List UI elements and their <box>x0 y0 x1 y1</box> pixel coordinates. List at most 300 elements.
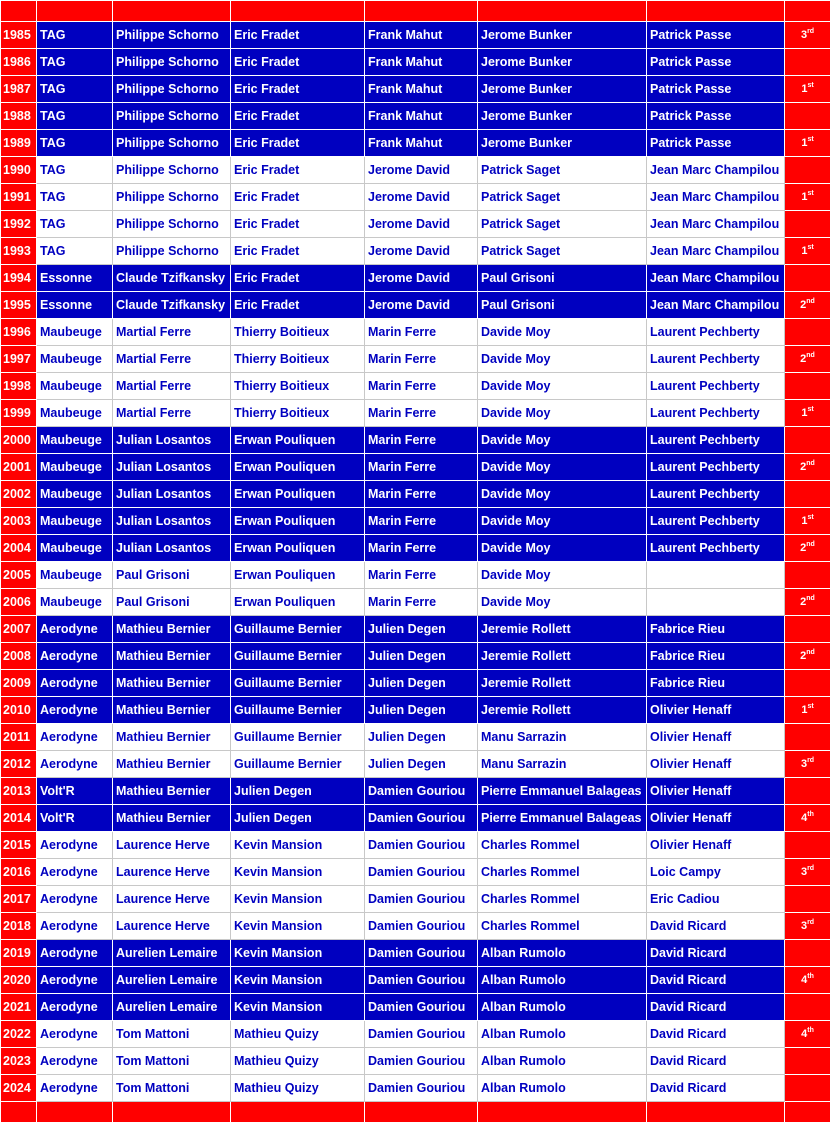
member-cell: Julian Losantos <box>113 508 231 535</box>
team-cell: Aerodyne <box>37 1075 113 1102</box>
team-cell: Aerodyne <box>37 967 113 994</box>
member-cell: Davide Moy <box>478 508 647 535</box>
member-cell: Olivier Henaff <box>647 805 785 832</box>
result-suffix: th <box>807 811 814 818</box>
member-cell: Laurent Pechberty <box>647 346 785 373</box>
team-cell: Aerodyne <box>37 886 113 913</box>
team-cell: Maubeuge <box>37 319 113 346</box>
result-cell <box>785 967 830 994</box>
member-cell: Laurent Pechberty <box>647 508 785 535</box>
result-rank: 2 <box>800 650 807 662</box>
member-cell: Jeremie Rollett <box>478 616 647 643</box>
result-cell <box>785 265 830 292</box>
member-cell: Davide Moy <box>478 589 647 616</box>
team-cell: TAG <box>37 49 113 76</box>
result-rank: 3 <box>800 920 808 932</box>
result-cell <box>785 724 830 751</box>
table-row <box>1 292 830 319</box>
member-cell: Laurent Pechberty <box>647 427 785 454</box>
member-cell: Jerome Bunker <box>478 103 647 130</box>
footer-red-band <box>1 1102 830 1123</box>
year-cell: 1999 <box>1 400 37 427</box>
member-cell: Mathieu Bernier <box>113 643 231 670</box>
year-cell: 2010 <box>1 697 37 724</box>
table-row <box>1 886 830 913</box>
member-cell: Eric Cadiou <box>647 886 785 913</box>
member-cell: Marin Ferre <box>365 481 478 508</box>
year-cell: 2005 <box>1 562 37 589</box>
table-row <box>1 697 830 724</box>
team-cell: Volt'R <box>37 778 113 805</box>
year-cell: 2023 <box>1 1048 37 1075</box>
member-cell: Alban Rumolo <box>478 940 647 967</box>
member-cell: Eric Fradet <box>231 265 365 292</box>
member-cell: David Ricard <box>647 940 785 967</box>
team-cell: Essonne <box>37 292 113 319</box>
member-cell: Martial Ferre <box>113 373 231 400</box>
member-cell: Philippe Schorno <box>113 76 231 103</box>
table-row <box>1 76 830 103</box>
member-cell: Damien Gouriou <box>365 1048 478 1075</box>
member-cell: Alban Rumolo <box>478 967 647 994</box>
member-cell: Laurence Herve <box>113 859 231 886</box>
year-cell: 1997 <box>1 346 37 373</box>
year-cell: 1996 <box>1 319 37 346</box>
result-rank: 1 <box>801 704 808 716</box>
member-cell: Tom Mattoni <box>113 1075 231 1102</box>
member-cell: Davide Moy <box>478 346 647 373</box>
member-cell: Martial Ferre <box>113 346 231 373</box>
result-rank: 1 <box>801 83 808 95</box>
team-cell: TAG <box>37 103 113 130</box>
year-cell: 2018 <box>1 913 37 940</box>
result-cell <box>785 913 830 940</box>
result-cell <box>785 1048 830 1075</box>
member-cell: Davide Moy <box>478 400 647 427</box>
result-suffix: th <box>807 1027 814 1034</box>
team-cell: Aerodyne <box>37 994 113 1021</box>
member-cell: Guillaume Bernier <box>231 697 365 724</box>
result-suffix: nd <box>806 298 815 305</box>
member-cell: Patrick Passe <box>647 103 785 130</box>
member-cell: Damien Gouriou <box>365 832 478 859</box>
table-row <box>1 967 830 994</box>
roster-body <box>1 1 830 1123</box>
member-cell: Julian Losantos <box>113 481 231 508</box>
member-cell: Laurent Pechberty <box>647 373 785 400</box>
team-cell: Maubeuge <box>37 589 113 616</box>
member-cell: Claude Tzifkansky <box>113 265 231 292</box>
result-suffix: nd <box>806 460 815 467</box>
year-cell: 2011 <box>1 724 37 751</box>
red-cell <box>113 1 231 22</box>
red-cell <box>231 1102 365 1123</box>
member-cell: Guillaume Bernier <box>231 616 365 643</box>
team-cell: Maubeuge <box>37 562 113 589</box>
member-cell: Aurelien Lemaire <box>113 967 231 994</box>
member-cell: Claude Tzifkansky <box>113 292 231 319</box>
member-cell: Jean Marc Champilou <box>647 184 785 211</box>
header-red-band <box>1 1 830 22</box>
member-cell: Damien Gouriou <box>365 913 478 940</box>
member-cell: Kevin Mansion <box>231 967 365 994</box>
result-rank: 2 <box>800 299 807 311</box>
result-suffix: nd <box>806 649 815 656</box>
member-cell: Philippe Schorno <box>113 49 231 76</box>
member-cell: Erwan Pouliquen <box>231 589 365 616</box>
result-rank: 1 <box>801 137 808 149</box>
member-cell: David Ricard <box>647 913 785 940</box>
member-cell: Olivier Henaff <box>647 751 785 778</box>
table-row <box>1 427 830 454</box>
member-cell: Fabrice Rieu <box>647 670 785 697</box>
table-row <box>1 400 830 427</box>
result-rank: 1 <box>801 245 808 257</box>
member-cell: Davide Moy <box>478 562 647 589</box>
year-cell: 1989 <box>1 130 37 157</box>
year-cell: 2024 <box>1 1075 37 1102</box>
red-cell <box>231 1 365 22</box>
result-cell <box>785 589 830 616</box>
year-cell: 2012 <box>1 751 37 778</box>
member-cell: Erwan Pouliquen <box>231 427 365 454</box>
team-cell: Maubeuge <box>37 346 113 373</box>
result-suffix: rd <box>807 865 815 872</box>
member-cell <box>647 562 785 589</box>
result-cell <box>785 76 830 103</box>
member-cell: Laurent Pechberty <box>647 481 785 508</box>
member-cell: Eric Fradet <box>231 157 365 184</box>
result-rank: 2 <box>800 353 807 365</box>
member-cell: Julien Degen <box>365 643 478 670</box>
team-cell: Maubeuge <box>37 427 113 454</box>
result-cell <box>785 184 830 211</box>
red-cell <box>785 1102 830 1123</box>
member-cell: Frank Mahut <box>365 103 478 130</box>
member-cell: Olivier Henaff <box>647 697 785 724</box>
member-cell: Guillaume Bernier <box>231 724 365 751</box>
member-cell: Charles Rommel <box>478 886 647 913</box>
member-cell: Jerome Bunker <box>478 22 647 49</box>
year-cell: 1993 <box>1 238 37 265</box>
table-row <box>1 454 830 481</box>
member-cell: Jerome David <box>365 238 478 265</box>
result-rank: 3 <box>800 866 808 878</box>
team-cell: TAG <box>37 184 113 211</box>
team-cell: Maubeuge <box>37 454 113 481</box>
member-cell: Damien Gouriou <box>365 859 478 886</box>
member-cell: Jean Marc Champilou <box>647 157 785 184</box>
table-row <box>1 1021 830 1048</box>
member-cell: Frank Mahut <box>365 22 478 49</box>
member-cell: Julian Losantos <box>113 454 231 481</box>
member-cell: Marin Ferre <box>365 535 478 562</box>
result-suffix: st <box>807 190 814 197</box>
member-cell: Laurent Pechberty <box>647 454 785 481</box>
table-row <box>1 1048 830 1075</box>
table-row <box>1 832 830 859</box>
table-row <box>1 22 830 49</box>
member-cell: Charles Rommel <box>478 859 647 886</box>
member-cell: Julian Losantos <box>113 535 231 562</box>
table-row <box>1 346 830 373</box>
member-cell: Mathieu Bernier <box>113 697 231 724</box>
member-cell: Philippe Schorno <box>113 22 231 49</box>
member-cell: Mathieu Bernier <box>113 616 231 643</box>
year-cell: 2001 <box>1 454 37 481</box>
team-cell: Aerodyne <box>37 616 113 643</box>
year-cell: 2007 <box>1 616 37 643</box>
year-cell: 2000 <box>1 427 37 454</box>
result-cell <box>785 886 830 913</box>
member-cell: Laurent Pechberty <box>647 400 785 427</box>
member-cell: Philippe Schorno <box>113 238 231 265</box>
result-rank: 4 <box>801 812 808 824</box>
table-row <box>1 913 830 940</box>
member-cell: Guillaume Bernier <box>231 643 365 670</box>
year-cell: 1991 <box>1 184 37 211</box>
team-cell: Maubeuge <box>37 481 113 508</box>
member-cell: Julien Degen <box>365 751 478 778</box>
result-cell <box>785 130 830 157</box>
year-cell: 1994 <box>1 265 37 292</box>
member-cell: Jeremie Rollett <box>478 697 647 724</box>
member-cell: Laurent Pechberty <box>647 535 785 562</box>
member-cell: Jerome David <box>365 211 478 238</box>
member-cell: Erwan Pouliquen <box>231 481 365 508</box>
red-cell <box>1 1 37 22</box>
member-cell: Marin Ferre <box>365 508 478 535</box>
result-cell <box>785 319 830 346</box>
team-cell: TAG <box>37 130 113 157</box>
member-cell: Thierry Boitieux <box>231 319 365 346</box>
result-cell <box>785 697 830 724</box>
member-cell: Damien Gouriou <box>365 967 478 994</box>
team-cell: TAG <box>37 157 113 184</box>
member-cell: Mathieu Bernier <box>113 724 231 751</box>
member-cell: David Ricard <box>647 1021 785 1048</box>
member-cell: Tom Mattoni <box>113 1048 231 1075</box>
member-cell: Thierry Boitieux <box>231 346 365 373</box>
red-cell <box>37 1 113 22</box>
table-row <box>1 157 830 184</box>
member-cell: Mathieu Quizy <box>231 1075 365 1102</box>
result-cell <box>785 859 830 886</box>
result-suffix: st <box>807 136 814 143</box>
member-cell: Kevin Mansion <box>231 859 365 886</box>
year-cell: 2021 <box>1 994 37 1021</box>
table-row <box>1 562 830 589</box>
member-cell: Davide Moy <box>478 427 647 454</box>
team-cell: Aerodyne <box>37 643 113 670</box>
result-cell <box>785 427 830 454</box>
result-cell <box>785 49 830 76</box>
member-cell: Patrick Passe <box>647 130 785 157</box>
year-cell: 1985 <box>1 22 37 49</box>
member-cell: Paul Grisoni <box>478 292 647 319</box>
member-cell: Martial Ferre <box>113 319 231 346</box>
result-cell <box>785 292 830 319</box>
table-row <box>1 616 830 643</box>
member-cell: Jerome David <box>365 292 478 319</box>
member-cell: Damien Gouriou <box>365 1075 478 1102</box>
team-cell: Maubeuge <box>37 373 113 400</box>
team-cell: TAG <box>37 76 113 103</box>
member-cell: Guillaume Bernier <box>231 670 365 697</box>
member-cell: Julien Degen <box>231 778 365 805</box>
year-cell: 2016 <box>1 859 37 886</box>
year-cell: 2008 <box>1 643 37 670</box>
team-cell: Maubeuge <box>37 535 113 562</box>
result-cell <box>785 157 830 184</box>
table-row <box>1 373 830 400</box>
member-cell: Erwan Pouliquen <box>231 562 365 589</box>
team-cell: Aerodyne <box>37 697 113 724</box>
member-cell: Jerome Bunker <box>478 130 647 157</box>
table-row <box>1 670 830 697</box>
member-cell: Aurelien Lemaire <box>113 940 231 967</box>
table-row <box>1 643 830 670</box>
member-cell: Laurence Herve <box>113 913 231 940</box>
year-cell: 2004 <box>1 535 37 562</box>
member-cell: Julien Degen <box>231 805 365 832</box>
team-cell: TAG <box>37 238 113 265</box>
member-cell: Jeremie Rollett <box>478 643 647 670</box>
member-cell: Manu Sarrazin <box>478 751 647 778</box>
member-cell: Philippe Schorno <box>113 103 231 130</box>
member-cell: Kevin Mansion <box>231 913 365 940</box>
table-row <box>1 49 830 76</box>
member-cell: Kevin Mansion <box>231 832 365 859</box>
result-cell <box>785 22 830 49</box>
team-cell: Maubeuge <box>37 400 113 427</box>
member-cell: Olivier Henaff <box>647 832 785 859</box>
member-cell: Frank Mahut <box>365 130 478 157</box>
result-rank: 1 <box>801 515 808 527</box>
member-cell: Julien Degen <box>365 616 478 643</box>
member-cell: Jean Marc Champilou <box>647 292 785 319</box>
member-cell: Alban Rumolo <box>478 1048 647 1075</box>
table-row <box>1 238 830 265</box>
member-cell: Patrick Passe <box>647 49 785 76</box>
member-cell: Jerome David <box>365 157 478 184</box>
member-cell: Fabrice Rieu <box>647 616 785 643</box>
result-cell <box>785 103 830 130</box>
table-row <box>1 103 830 130</box>
member-cell: Damien Gouriou <box>365 994 478 1021</box>
member-cell: Damien Gouriou <box>365 778 478 805</box>
year-cell: 1998 <box>1 373 37 400</box>
result-cell <box>785 832 830 859</box>
year-cell: 2009 <box>1 670 37 697</box>
result-suffix: st <box>807 406 814 413</box>
member-cell: Marin Ferre <box>365 562 478 589</box>
member-cell: Kevin Mansion <box>231 940 365 967</box>
member-cell: Thierry Boitieux <box>231 373 365 400</box>
member-cell: Eric Fradet <box>231 103 365 130</box>
member-cell: Patrick Passe <box>647 76 785 103</box>
member-cell: Marin Ferre <box>365 589 478 616</box>
result-cell <box>785 508 830 535</box>
red-cell <box>647 1102 785 1123</box>
member-cell: Mathieu Quizy <box>231 1048 365 1075</box>
result-cell <box>785 562 830 589</box>
red-cell <box>647 1 785 22</box>
result-rank: 2 <box>800 542 807 554</box>
result-suffix: st <box>807 82 814 89</box>
member-cell: Marin Ferre <box>365 454 478 481</box>
result-suffix: rd <box>807 28 815 35</box>
result-suffix: nd <box>806 541 815 548</box>
result-cell <box>785 643 830 670</box>
year-cell: 2019 <box>1 940 37 967</box>
member-cell: Jean Marc Champilou <box>647 211 785 238</box>
year-cell: 2013 <box>1 778 37 805</box>
member-cell: Charles Rommel <box>478 832 647 859</box>
member-cell: Eric Fradet <box>231 76 365 103</box>
member-cell: Marin Ferre <box>365 373 478 400</box>
member-cell: Mathieu Bernier <box>113 670 231 697</box>
result-suffix: st <box>807 514 814 521</box>
table-row <box>1 1075 830 1102</box>
member-cell: Alban Rumolo <box>478 1021 647 1048</box>
result-cell <box>785 751 830 778</box>
member-cell: Laurence Herve <box>113 832 231 859</box>
member-cell: Patrick Saget <box>478 211 647 238</box>
red-cell <box>113 1102 231 1123</box>
result-cell <box>785 940 830 967</box>
result-rank: 4 <box>801 1028 808 1040</box>
member-cell: Eric Fradet <box>231 49 365 76</box>
member-cell: Julien Degen <box>365 724 478 751</box>
member-cell: Davide Moy <box>478 454 647 481</box>
year-cell: 2015 <box>1 832 37 859</box>
team-cell: Aerodyne <box>37 724 113 751</box>
member-cell: Julien Degen <box>365 697 478 724</box>
member-cell: Eric Fradet <box>231 184 365 211</box>
member-cell: Marin Ferre <box>365 346 478 373</box>
member-cell: Martial Ferre <box>113 400 231 427</box>
year-cell: 1995 <box>1 292 37 319</box>
table-row <box>1 481 830 508</box>
team-cell: Aerodyne <box>37 940 113 967</box>
team-cell: TAG <box>37 211 113 238</box>
result-rank: 1 <box>801 191 808 203</box>
red-cell <box>365 1 478 22</box>
team-cell: Volt'R <box>37 805 113 832</box>
member-cell: Julian Losantos <box>113 427 231 454</box>
table-row <box>1 130 830 157</box>
table-row <box>1 751 830 778</box>
result-cell <box>785 346 830 373</box>
member-cell: Pierre Emmanuel Balageas <box>478 805 647 832</box>
year-cell: 1986 <box>1 49 37 76</box>
member-cell: Paul Grisoni <box>478 265 647 292</box>
result-cell <box>785 211 830 238</box>
member-cell: David Ricard <box>647 1075 785 1102</box>
result-rank: 2 <box>800 596 807 608</box>
year-cell: 1992 <box>1 211 37 238</box>
result-cell <box>785 238 830 265</box>
result-suffix: st <box>807 703 814 710</box>
member-cell: Mathieu Quizy <box>231 1021 365 1048</box>
member-cell: Philippe Schorno <box>113 211 231 238</box>
member-cell: Eric Fradet <box>231 22 365 49</box>
member-cell: Erwan Pouliquen <box>231 535 365 562</box>
member-cell: Pierre Emmanuel Balageas <box>478 778 647 805</box>
team-cell: Maubeuge <box>37 508 113 535</box>
table-row <box>1 805 830 832</box>
